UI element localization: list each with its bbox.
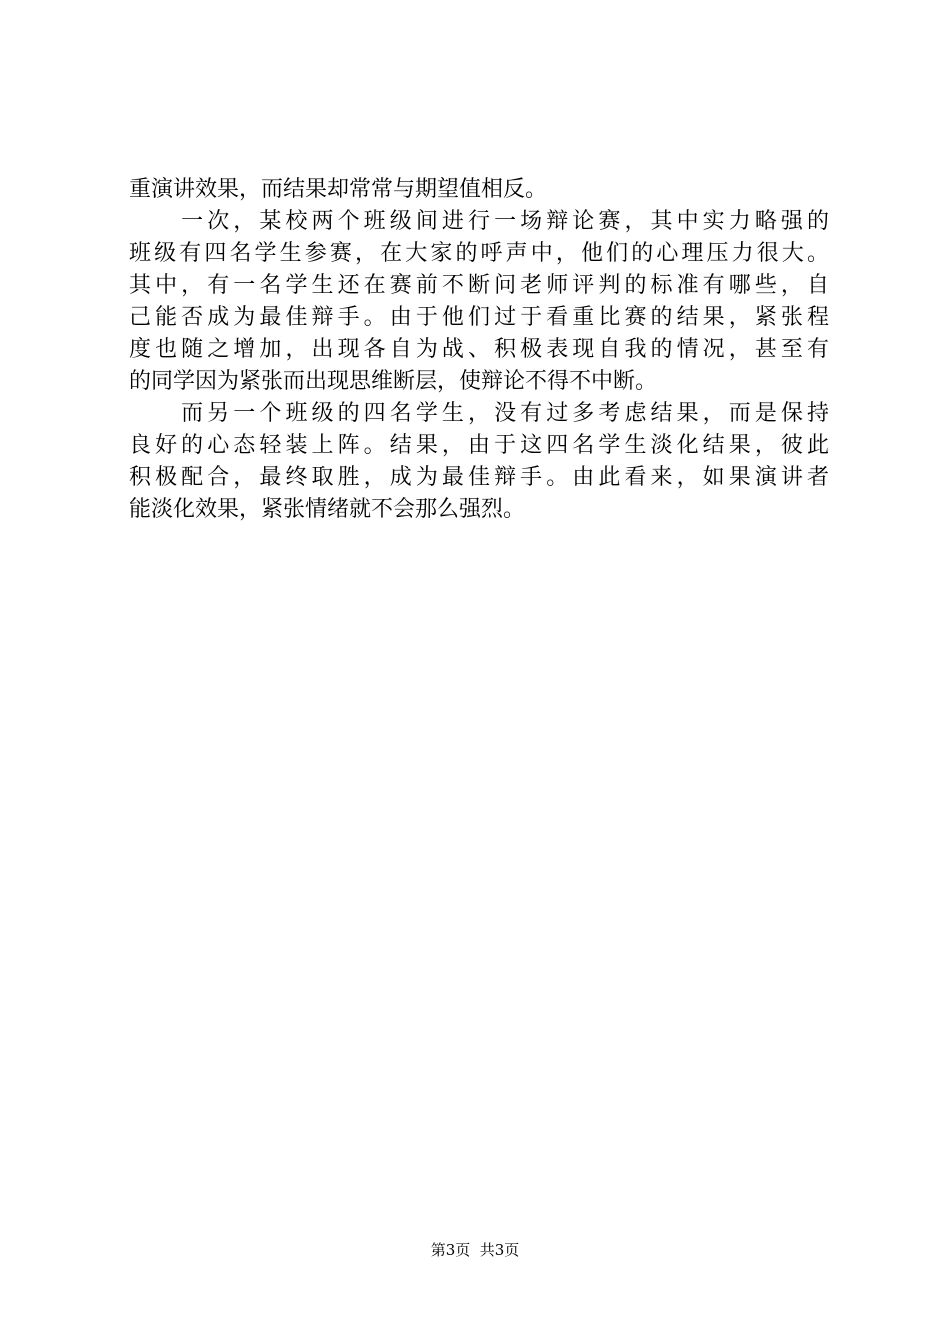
text-line: 度也随之增加，出现各自为战、积极表现自我的情况，甚至有 bbox=[129, 337, 829, 362]
text-line: 重演讲效果，而结果却常常与期望值相反。 bbox=[129, 177, 548, 202]
body-text bbox=[129, 174, 829, 526]
text-line: 的同学因为紧张而出现思维断层，使辩论不得不中断。 bbox=[129, 369, 658, 394]
text-line: 一次，某校两个班级间进行一场辩论赛，其中实力略强的 bbox=[129, 209, 829, 234]
page-number-label: 第3页 共3页 bbox=[430, 1241, 520, 1259]
page-footer bbox=[0, 1240, 950, 1260]
text-line: 能淡化效果，紧张情绪就不会那么强烈。 bbox=[129, 497, 526, 522]
text-line: 班级有四名学生参赛，在大家的呼声中，他们的心理压力很大。 bbox=[129, 241, 829, 266]
text-line: 而另一个班级的四名学生，没有过多考虑结果，而是保持 bbox=[129, 401, 829, 426]
text-line: 己能否成为最佳辩手。由于他们过于看重比赛的结果，紧张程 bbox=[129, 305, 829, 330]
text-line: 积极配合，最终取胜，成为最佳辩手。由此看来，如果演讲者 bbox=[129, 465, 829, 490]
text-line: 其中，有一名学生还在赛前不断问老师评判的标准有哪些，自 bbox=[129, 273, 829, 298]
text-line: 良好的心态轻装上阵。结果，由于这四名学生淡化结果，彼此 bbox=[129, 433, 829, 458]
